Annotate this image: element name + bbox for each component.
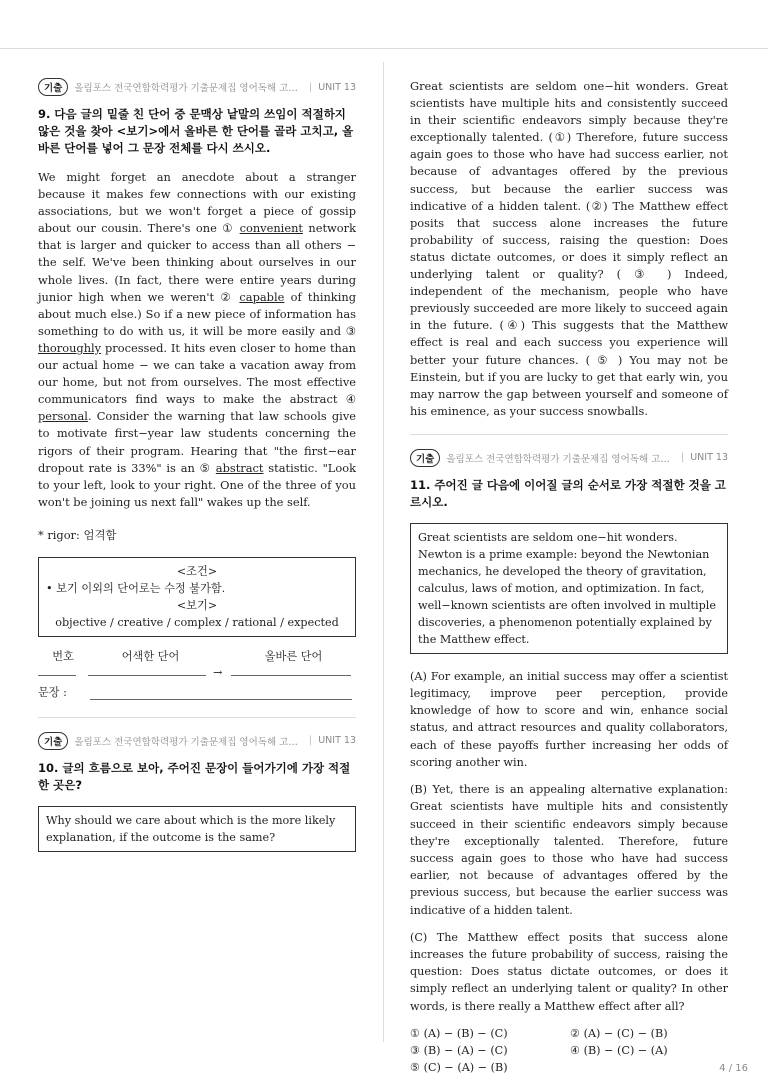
- choice-2[interactable]: ② (A) − (C) − (B): [570, 1026, 668, 1040]
- answer-right-label: 올바른 단어: [264, 649, 323, 663]
- condition-heading: <조건>: [176, 564, 218, 578]
- sentence-row: [38, 685, 356, 701]
- view-heading: <보기>: [176, 598, 218, 612]
- footnote: * rigor: 엄격함: [38, 527, 117, 542]
- answer-wrong-label: 어색한 단어: [121, 649, 180, 663]
- q10-title: 10. 글의 흐름으로 보아, 주어진 문장이 들어가기에 가장 적절한 곳은?: [38, 760, 351, 792]
- condition-box: [38, 557, 356, 637]
- q11-choices: [410, 1025, 728, 1076]
- q10-source-tag: 기출 올림포스 전국연합학력평가 기출문제집 영어독해 고2... | UNIT 13: [38, 732, 356, 750]
- unit-label: UNIT 13: [690, 452, 728, 464]
- answer-number-label: 번호: [52, 649, 74, 663]
- q11-source-tag: 기출 올림포스 전국연합학력평가 기출문제집 영어독해 고2... | UNIT 13: [410, 449, 728, 467]
- q9-title: 9. 다음 글의 밑줄 친 단어 중 문맥상 낱말의 쓰임이 적절하지 않은 것을 찾아 <보기>에서 올바른 한 단어를 골라 고치고, 올바른 단어를 넣어 그 문장 전체를 다시 쓰시오.: [38, 107, 354, 155]
- answer-wrong-blank[interactable]: [88, 675, 206, 676]
- page-number: 4 / 16: [719, 1063, 748, 1074]
- header-rule: [0, 48, 768, 49]
- underlined-word-3: thoroughly: [38, 340, 102, 355]
- source-label: 올림포스 전국연합학력평가 기출문제집 영어독해 고2...: [446, 453, 676, 465]
- view-words: objective / creative / complex / rational / expected: [55, 615, 339, 629]
- unit-label: UNIT 13: [318, 735, 356, 747]
- underlined-word-5: abstract: [215, 460, 264, 475]
- underlined-word-4: personal: [38, 409, 88, 424]
- left-column: [38, 78, 356, 852]
- choice-4[interactable]: ④ (B) − (C) − (A): [570, 1043, 668, 1057]
- source-label: 올림포스 전국연합학력평가 기출문제집 영어독해 고2...: [74, 736, 304, 748]
- q9-source-tag: 기출 올림포스 전국연합학력평가 기출문제집 영어독해 고2... | UNIT 13: [38, 78, 356, 96]
- answer-row: [38, 649, 356, 681]
- underlined-word-1: convenient: [239, 221, 303, 236]
- arrow: →: [213, 665, 223, 679]
- choice-5[interactable]: ⑤ (C) − (A) − (B): [410, 1060, 508, 1074]
- condition-item: • 보기 이외의 단어로는 수정 불가함.: [46, 581, 226, 595]
- exam-badge: 기출: [38, 78, 68, 96]
- source-label: 올림포스 전국연합학력평가 기출문제집 영어독해 고2...: [74, 83, 304, 94]
- sentence-blank[interactable]: [90, 685, 352, 700]
- exam-badge: 기출: [38, 732, 68, 750]
- section-rule: [410, 434, 728, 435]
- q11-title: 11. 주어진 글 다음에 이어질 글의 순서로 가장 적절한 것을 고르시오.: [410, 477, 726, 509]
- q11-paragraph-b: (B) Yet, there is an appealing alternative explanation: Great scientists have multiple hits and consistently succeed in their scientific endeavors simply because they're exceptionally talented. Therefore, future success again goes to those who have had success earlier, not because of advantages offered by the previous success, but because the earlier success was indicative of a hidden talent.: [410, 783, 728, 917]
- q10-given-sentence-box: Why should we care about which is the more likely explanation, if the outcome is the same?: [38, 806, 356, 852]
- unit-label: UNIT 13: [318, 81, 356, 93]
- choice-1[interactable]: ① (A) − (B) − (C): [410, 1026, 508, 1040]
- choice-3[interactable]: ③ (B) − (A) − (C): [410, 1043, 508, 1057]
- q10-passage: Great scientists are seldom one−hit wonders. Great scientists have multiple hits and consistently succeed in their scientific endeavors simply because they're exceptionally talented. (①) Therefore, future success again goes to those who have had success earlier, not because of advantages offered by the previous success, but because the earlier success was indicative of a hidden talent. (②) The Matthew effect posits that success alone increases the future probability of success, raising the question: Does status dictate outcomes, or does it simply reflect an underlying talent or quality? ( ③ ) Indeed, independent of the mechanism, people who have previously succeeded are more likely to succeed again in the future. (④) This suggests that the Matthew effect is real and each success you experience will better your future chances. ( ⑤ ) You may not be Einstein, but if you are lucky to get that early win, you may narrow the gap between yourself and someone of his eminence, as your success snowballs.: [410, 79, 728, 418]
- answer-right-blank[interactable]: [231, 675, 351, 676]
- q11-paragraph-c: (C) The Matthew effect posits that success alone increases the future probability of success, raising the question: Does status dictate outcomes, or does it simply reflect an underlying talent or quality? In other words, is there really a Matthew effect after all?: [410, 930, 728, 1013]
- sentence-label: 문장 :: [38, 685, 67, 699]
- q11-given-box: Great scientists are seldom one−hit wonders. Newton is a prime example: beyond the Newtonian mechanics, he developed the theory of gravitation, calculus, laws of motion, and optimization. In fact, well−known scientists are often involved in multiple discoveries, a phenomenon potentially explained by the Matthew effect.: [410, 523, 728, 654]
- section-rule: [38, 717, 356, 718]
- q9-passage: We might forget an anecdote about a stranger because it makes few connections with our existing associations, but we won't forget a piece of gossip about our cousin. There's one ① convenient network that is larger and quicker to access than all others − the self. We've been thinking about ourselves in our whole lives. (In fact, there were entire years during junior high when we weren't ② capable of thinking about much else.) So if a new piece of information has something to do with us, it will be more easily and ③ thoroughly processed. It hits even closer to home than our actual home − we can take a vacation away from our home, but not from ourselves. The most effective communicators find ways to make the abstract ④ personal. Consider the warning that law schools give to motivate first−year law students concerning the rigors of their program. Hearing that "the first−ear dropout rate is 33%" is an ⑤ abstract statistic. "Look to your left, look to your right. One of the three of you won't be joining us next fall" wakes up the self.: [38, 170, 356, 509]
- answer-number-blank[interactable]: [38, 675, 76, 676]
- column-divider: [383, 62, 384, 1042]
- underlined-word-2: capable: [239, 289, 285, 304]
- exam-badge: 기출: [410, 449, 440, 467]
- q11-paragraph-a: (A) For example, an initial success may offer a scientist legitimacy, improve peer perception, provide knowledge of how to score and win, enhance social status, and attract resources and quality collaborators, each of these payoffs further increasing her odds of scoring another win.: [410, 669, 728, 769]
- right-column: [410, 78, 728, 1076]
